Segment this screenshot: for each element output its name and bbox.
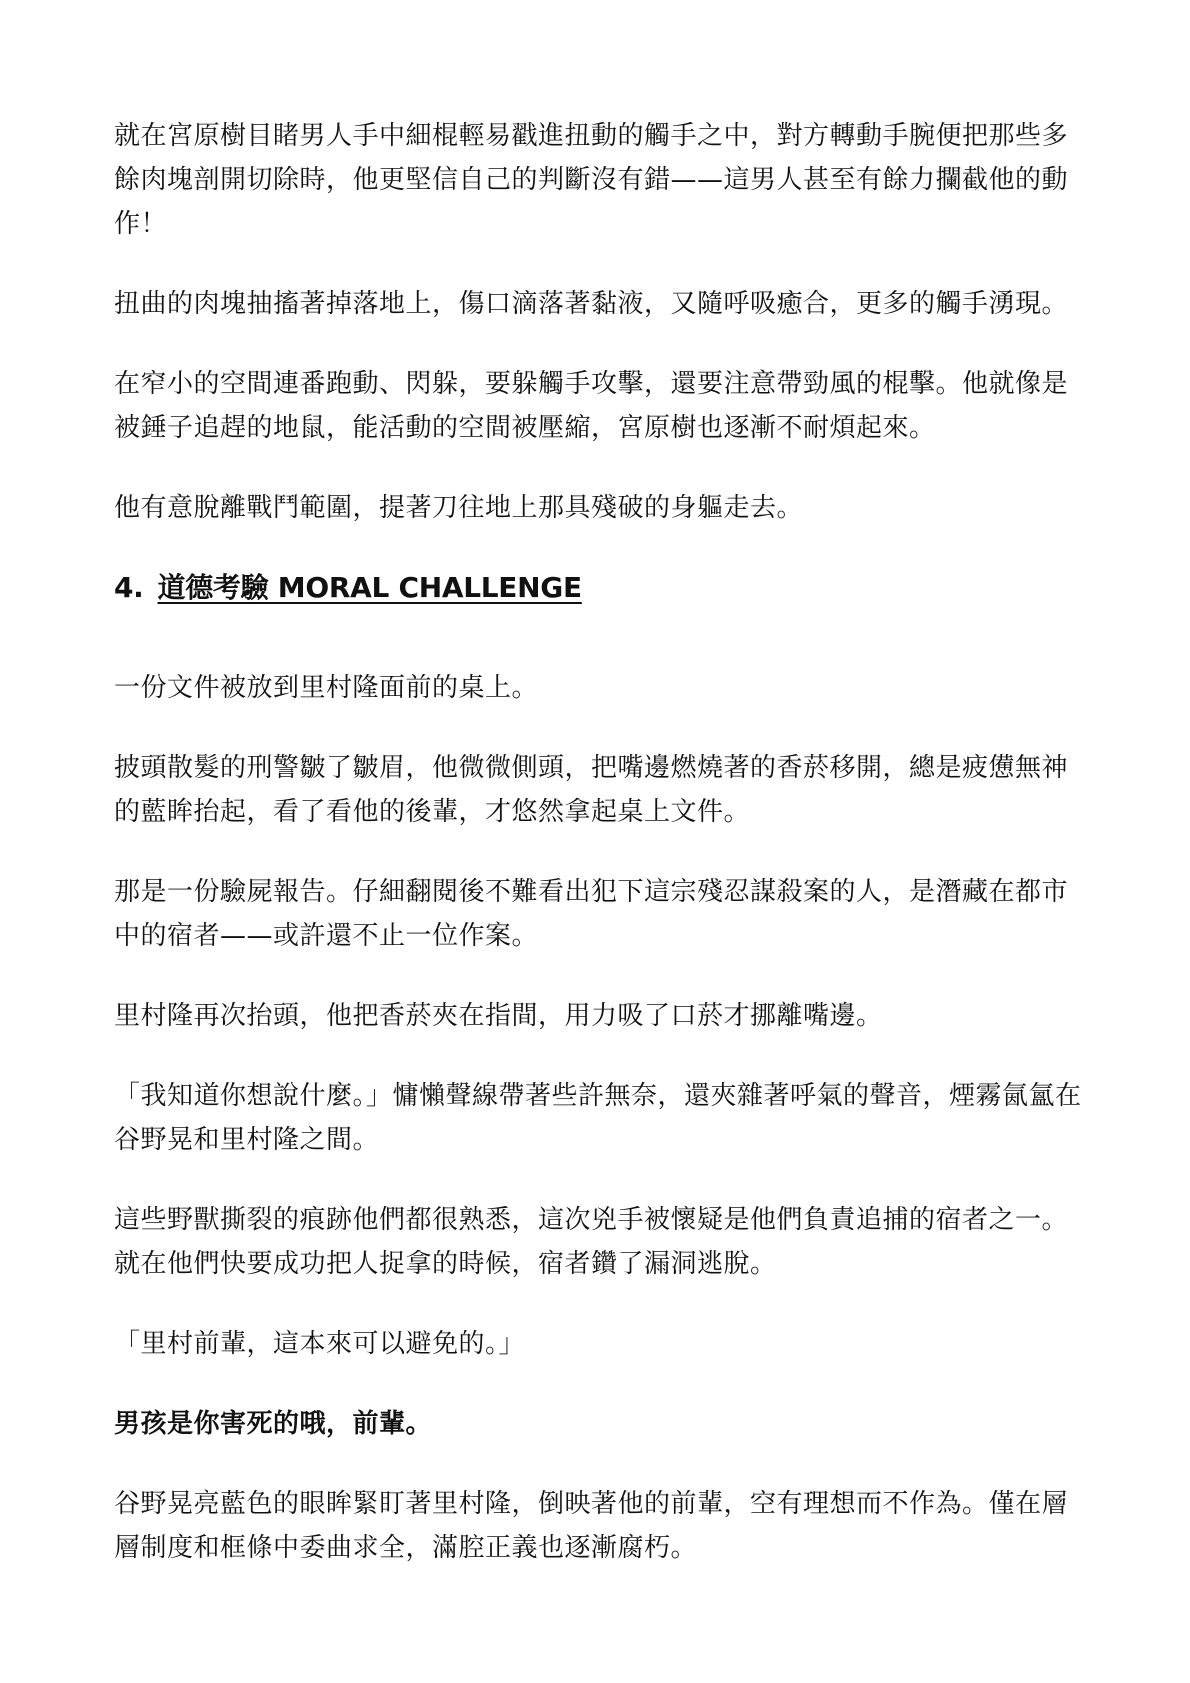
paragraph: 那是一份驗屍報告。仔細翻閱後不難看出犯下這宗殘忍謀殺案的人，是潛藏在都市中的宿者——或許還不止一位作案。 [114, 877, 1069, 951]
paragraph: 谷野晃亮藍色的眼眸緊盯著里村隆，倒映著他的前輩，空有理想而不作為。僅在層層制度和框條中委曲求全，滿腔正義也逐漸腐朽。 [114, 1489, 1069, 1563]
section-heading [114, 566, 1086, 610]
paragraph: 里村隆再次抬頭，他把香菸夾在指間，用力吸了口菸才挪離嘴邊。 [114, 1001, 883, 1031]
paragraph: 這些野獸撕裂的痕跡他們都很熟悉，這次兇手被懷疑是他們負責追捕的宿者之一。就在他們快要成功把人捉拿的時候，宿者鑽了漏洞逃脫。 [114, 1205, 1069, 1279]
paragraph-emphasis: 男孩是你害死的哦，前輩。 [114, 1409, 433, 1439]
paragraph: 「我知道你想說什麼。」慵懶聲線帶著些許無奈，還夾雜著呼氣的聲音，煙霧氤氳在谷野晃和里村隆之間。 [114, 1081, 1082, 1155]
paragraph: 在窄小的空間連番跑動、閃躲，要躲觸手攻擊，還要注意帶勁風的棍擊。他就像是被錘子追趕的地鼠，能活動的空間被壓縮，宮原樹也逐漸不耐煩起來。 [114, 369, 1069, 443]
paragraph: 「里村前輩，這本來可以避免的。」 [114, 1329, 526, 1359]
paragraph: 一份文件被放到里村隆面前的桌上。 [114, 673, 539, 703]
paragraph: 就在宮原樹目睹男人手中細棍輕易戳進扭動的觸手之中，對方轉動手腕便把那些多餘肉塊剖開切除時，他更堅信自己的判斷沒有錯——這男人甚至有餘力攔截他的動作！ [114, 121, 1069, 239]
paragraph: 扭曲的肉塊抽搐著掉落地上，傷口滴落著黏液，又隨呼吸癒合，更多的觸手湧現。 [114, 289, 1069, 319]
paragraph: 披頭散髮的刑警皺了皺眉，他微微側頭，把嘴邊燃燒著的香菸移開，總是疲憊無神的藍眸抬起，看了看他的後輩，才悠然拿起桌上文件。 [114, 753, 1069, 827]
paragraph: 他有意脫離戰鬥範圍，提著刀往地上那具殘破的身軀走去。 [114, 493, 804, 523]
section-number: 4. [114, 571, 144, 604]
section-title: 道德考驗 MORAL CHALLENGE [157, 571, 582, 604]
document-page [114, 114, 1086, 1606]
